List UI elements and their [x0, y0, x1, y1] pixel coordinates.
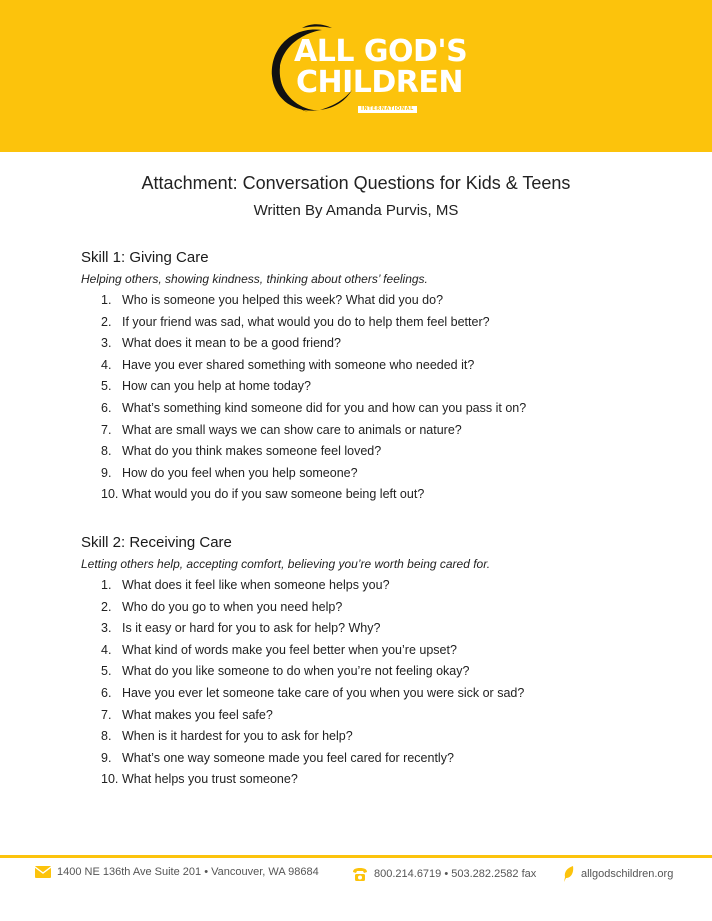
question-number: 4.	[101, 357, 112, 372]
question-list	[81, 575, 681, 791]
question-text: Who do you go to when you need help?	[122, 599, 343, 614]
list-item	[81, 463, 681, 485]
question-text: What do you think makes someone feel loved?	[122, 444, 382, 459]
list-item	[81, 726, 681, 748]
list-item	[81, 312, 681, 334]
list-item	[81, 333, 681, 355]
question-text: What does it mean to be a good friend?	[122, 336, 341, 351]
question-number: 10.	[101, 772, 119, 787]
list-item	[81, 376, 681, 398]
question-number: 9.	[101, 465, 112, 480]
question-number: 2.	[101, 599, 112, 614]
list-item	[81, 597, 681, 619]
question-number: 5.	[101, 379, 112, 394]
list-item	[81, 640, 681, 662]
question-number: 5.	[101, 664, 112, 679]
list-item	[81, 618, 681, 640]
question-number: 9.	[101, 750, 112, 765]
document-author: Written By Amanda Purvis, MS	[253, 202, 459, 219]
question-number: 8.	[101, 729, 112, 744]
question-text: Have you ever shared something with someone who needed it?	[122, 357, 475, 372]
question-text: What would you do if you saw someone being left out?	[122, 487, 425, 502]
footer-phone-text[interactable]: 800.214.6719 • 503.282.2582 fax	[374, 868, 537, 880]
question-number: 4.	[101, 642, 112, 657]
question-text: What does it feel like when someone helps you?	[122, 578, 390, 592]
question-text: How can you help at home today?	[122, 379, 312, 394]
list-item	[81, 683, 681, 705]
question-text: What do you like someone to do when you’re not feeling okay?	[122, 664, 470, 679]
question-number: 8.	[101, 444, 112, 459]
question-number: 3.	[101, 336, 112, 351]
section-heading: Skill 1: Giving Care	[81, 249, 209, 266]
leaf-icon	[563, 866, 575, 882]
list-item	[81, 748, 681, 770]
question-number: 3.	[101, 621, 112, 636]
question-text: When is it hardest for you to ask for help?	[122, 729, 353, 744]
footer-website[interactable]	[563, 866, 673, 882]
question-text: If your friend was sad, what would you do to help them feel better?	[122, 314, 490, 329]
list-item	[81, 575, 681, 597]
list-item	[81, 398, 681, 420]
question-number: 1.	[101, 578, 112, 592]
question-number: 7.	[101, 707, 112, 722]
footer-phone	[352, 866, 536, 882]
section-giving-care	[81, 247, 681, 506]
phone-icon	[352, 866, 368, 882]
logo-tagline: INTERNATIONAL	[358, 106, 417, 113]
question-text: What makes you feel safe?	[122, 707, 273, 722]
list-item	[81, 484, 681, 506]
question-list	[81, 290, 681, 506]
section-subtitle: Helping others, showing kindness, thinking about others’ feelings.	[81, 272, 428, 286]
question-text: Who is someone you helped this week? What did you do?	[122, 293, 444, 307]
footer-website-link[interactable]: allgodschildren.org	[581, 868, 674, 880]
section-heading: Skill 2: Receiving Care	[81, 534, 232, 551]
question-text: What kind of words make you feel better when you’re upset?	[122, 642, 457, 657]
list-item	[81, 290, 681, 312]
list-item	[81, 420, 681, 442]
section-receiving-care	[81, 532, 681, 791]
envelope-icon	[35, 866, 51, 878]
question-text: What helps you trust someone?	[122, 772, 298, 787]
question-text: What are small ways we can show care to animals or nature?	[122, 422, 462, 437]
list-item	[81, 705, 681, 727]
question-text: What’s one way someone made you feel cared for recently?	[122, 750, 454, 765]
list-item	[81, 661, 681, 683]
list-item	[81, 355, 681, 377]
footer	[0, 866, 712, 888]
footer-divider	[0, 855, 712, 858]
question-text: Have you ever let someone take care of you when you were sick or sad?	[122, 685, 525, 700]
question-text: How do you feel when you help someone?	[122, 465, 358, 480]
list-item	[81, 441, 681, 463]
organization-logo[interactable]	[262, 20, 468, 120]
list-item	[81, 769, 681, 791]
footer-address-text: 1400 NE 136th Ave Suite 201 • Vancouver, WA 98684	[57, 866, 319, 878]
question-number: 7.	[101, 422, 112, 437]
section-subtitle: Letting others help, accepting comfort, believing you’re worth being cared for.	[81, 557, 491, 571]
question-number: 2.	[101, 314, 112, 329]
question-number: 10.	[101, 487, 119, 502]
footer-address	[35, 866, 319, 878]
question-text: What’s something kind someone did for you and how can you pass it on?	[122, 400, 527, 415]
logo-text-line2: CHILDREN	[296, 65, 464, 100]
question-number: 6.	[101, 685, 112, 700]
question-text: Is it easy or hard for you to ask for help? Why?	[122, 621, 381, 636]
question-number: 1.	[101, 293, 112, 307]
logo-text-line1: ALL GOD'S	[294, 34, 468, 69]
header-band	[0, 0, 712, 152]
question-number: 6.	[101, 400, 112, 415]
document-title: Attachment: Conversation Questions for Kids & Teens	[141, 173, 571, 193]
